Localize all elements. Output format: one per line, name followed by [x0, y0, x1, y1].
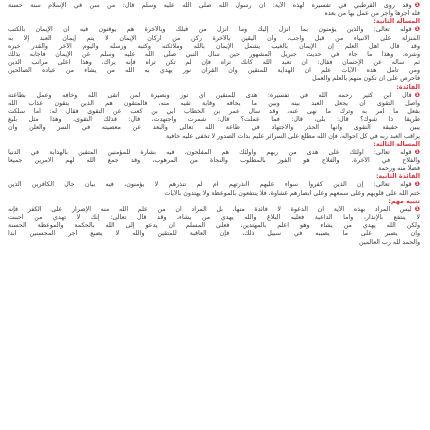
- section-heading: الفائدة الثانية:: [375, 173, 420, 181]
- text-line: ❶قوله تعالى: والذين يؤمنون بما أنزل إليك وما أنزل من قبلك وبالآخرة هم يوقنون فيه أن الإيمان بالكتب: [8, 26, 420, 34]
- text-line: فاحرص على أن تكون منهم بالعلم والعمل: [312, 75, 420, 83]
- text-line: وأصل التقوى أن يجعل العبد بينه وبين ما يخافه وقاية تقيه منه، فالمتقون هم الذين يتقون عذاب الله: [8, 99, 420, 107]
- text-line: المنزلة على الأنبياء من قبل واجب، وأن اليقين بالآخرة ركن من أركان الإيمان لا يتم إيمان العبد إلا به: [8, 34, 420, 42]
- text-line: ثم سأله عن الإحسان فقال: أن تعبد الله كأنك تراه فإن لم تكن تراه فإنه يراك، وهذا أعلى مراتب الدين: [8, 59, 420, 67]
- text-line: ❶قال ابن كثير رحمه الله في تفسيره: هدى للمتقين أي نور وبصيرة لمن اتقى الله وخافه وعمل بطاعته: [8, 91, 420, 99]
- text-line: فضلا منه ورحمة: [378, 165, 420, 173]
- section-4: [8, 173, 420, 197]
- section-heading: المسألة الثالثة:: [373, 140, 420, 148]
- section-heading: الفائدة:: [396, 83, 420, 91]
- section-2: [8, 84, 420, 141]
- text-line: ❶قوله تعالى: أولئك على هدى من ربهم وأولئك هم المفلحون، فيه بشارة للمؤمنين المتقين بالهداية في الدنيا: [8, 148, 420, 156]
- text-line: وأن يصبر على ما يصيبه في سبيل ذلك، فإن العاقبة للمتقين والله لا يضيع أجر المحسنين أبدا: [8, 230, 420, 238]
- text-line: ومن تأمل هذه الآيات علم أن الهداية للمتقين وأن القرآن نور يهدي به الله من يشاء من عباده الصالحين: [8, 67, 420, 75]
- text-line: ❶وقد روى القرطبي في تفسيره لهذه الآية: أن رسول الله صلى الله عليه وسلم قال: من سن في الإسلام سنة حسنة: [8, 2, 420, 9]
- text-line: والفلاح في الآخرة، والفلاح هو الفوز بالمطلوب والنجاة من المرهوب، وقد جمع الله لهم الأمرين جميعا: [8, 156, 420, 164]
- section-5: [8, 198, 420, 247]
- text-line: فله أجرها وأجر من عمل بها من بعده: [324, 10, 420, 18]
- section-heading: المسألة الثانية:: [373, 18, 420, 26]
- text-line: وشره، وهذا ما جاء في حديث جبريل المشهور حين سأل النبي صلى الله عليه وسلم عن الإيمان فأجابه بذلك: [8, 50, 420, 58]
- paragraph-0: [8, 2, 420, 18]
- section-heading: تنبيه مهم:: [388, 197, 420, 205]
- text-line: يبين حقيقة التقوى وأنها الحذر والاجتهاد في طاعة الله تعالى والبعد عن معصيته في السر والعلن وأن: [8, 124, 420, 132]
- section-3: [8, 141, 420, 174]
- text-line: ولكن الله يهدي من يشاء وهو أعلم بالمهتدين، فعلى المسلم أن يدعو إلى الله بالحكمة والموعظة الحسنة: [8, 222, 420, 230]
- text-line: بفعل ما أمر به وترك ما نهى عنه، وقد سأل عمر بن الخطاب أبي بن كعب عن التقوى فقال له: أما سلكت: [8, 108, 420, 116]
- bullet-marker: ❶: [414, 26, 420, 34]
- text-line: وقد قال أهل العلم إن الإيمان بالغيب يشمل الإيمان بالله وملائكته وكتبه ورسله واليوم الآخر والقدر خيره: [8, 42, 420, 50]
- bullet-marker: ❶: [414, 181, 420, 189]
- text-line: والحمد لله رب العالمين: [359, 238, 420, 246]
- bullet-marker: ❶: [414, 91, 420, 99]
- section-1: [8, 18, 420, 83]
- text-line: ختم الله على قلوبهم وعلى سمعهم وعلى أبصارهم غشاوة، فلا ينتفعون بالموعظة ولا يهتدون بالآيات: [164, 189, 420, 197]
- text-line: ❶ليس المراد بهذه الآية أن الدعوة لا فائدة منها، بل المراد أن من علم الله منه الإصرار على الكفر فإنه: [8, 205, 420, 213]
- text-line: لا ينتفع بالإنذار، وأما الداعية فعليه البلاغ والله يهدي من يشاء، وقد قال تعالى: إنك لا تهدي من أحببت: [8, 214, 420, 222]
- text-line: يراقب العبد ربه في كل أحواله، فإن الله مطلع على السرائر عليم بذات الصدور لا تخفى عليه خافية: [166, 132, 420, 140]
- text-line: ❶قوله تعالى: إن الذين كفروا سواء عليهم أأنذرتهم أم لم تنذرهم لا يؤمنون، فيه بيان حال الكافرين الذين: [8, 181, 420, 189]
- bullet-marker: ❶: [414, 2, 420, 9]
- text-line: طريقا ذا شوك؟ قال: بلى، قال: فما عملت؟ قال: شمرت واجتهدت، قال: فذلك التقوى، وهذا مثل بليغ: [8, 116, 420, 124]
- bullet-marker: ❶: [414, 205, 420, 213]
- bullet-marker: ❶: [414, 148, 420, 156]
